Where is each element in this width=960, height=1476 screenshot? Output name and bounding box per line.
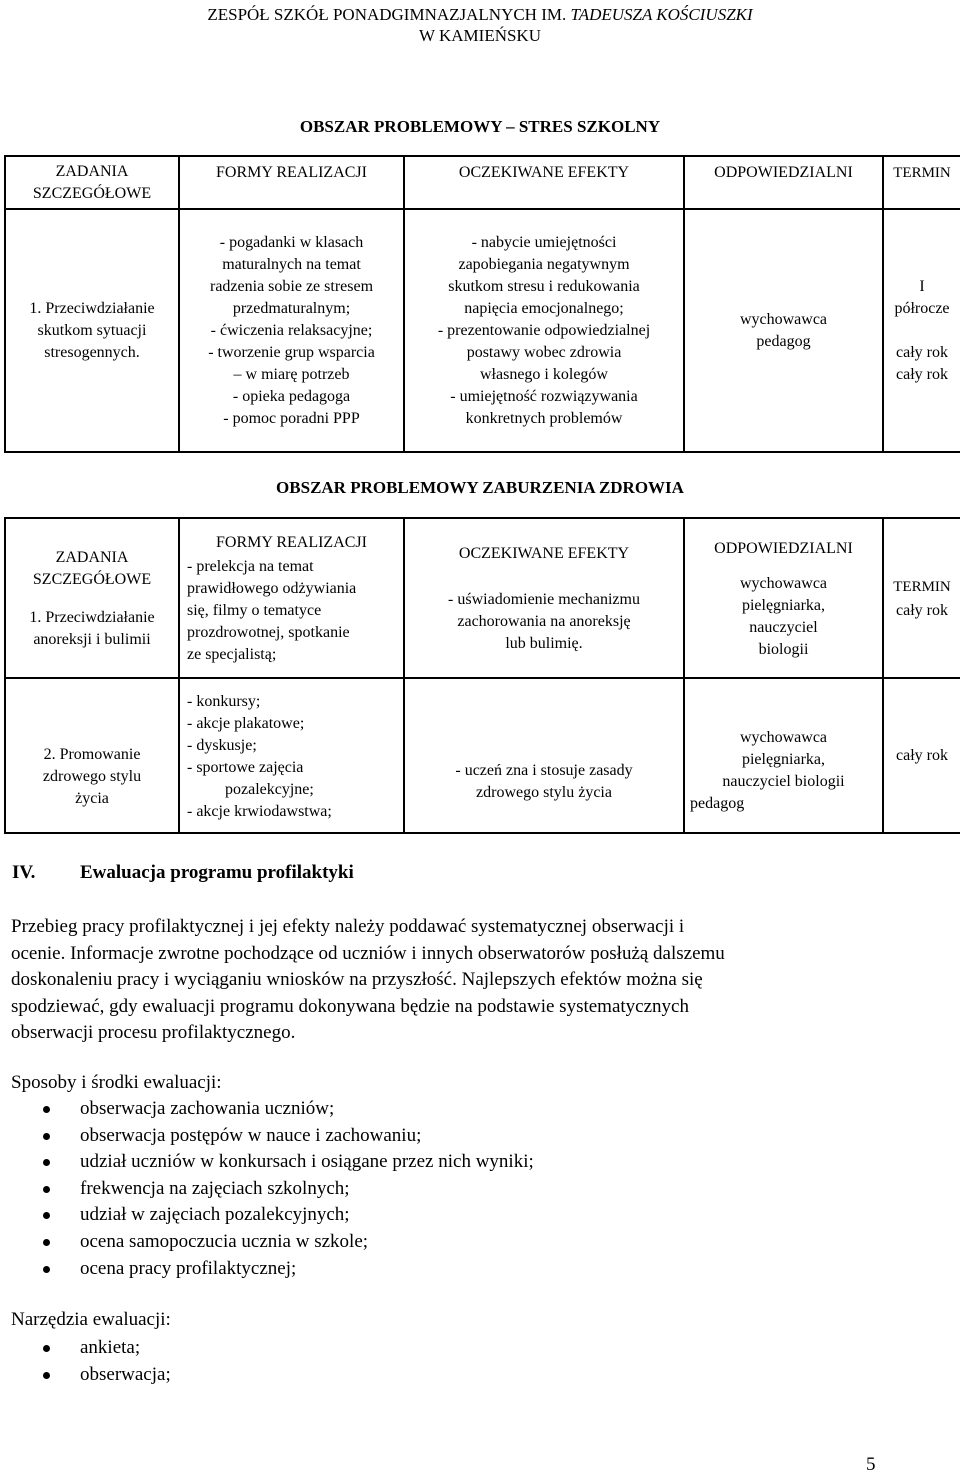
cell-odpowiedzialni-2: wychowawca pielęgniarka, nauczyciel biologii pedagog	[684, 678, 883, 833]
health-table-row-1	[5, 518, 960, 678]
list-item: obserwacja postępów w nauce i zachowaniu;	[0, 1123, 534, 1150]
section-title: Ewaluacja programu profilaktyki	[80, 862, 354, 883]
cell-zadanie: 1. Przeciwdziałanie skutkom sytuacji stresogennych.	[5, 209, 179, 452]
header-line-2: W KAMIEŃSKU	[419, 26, 541, 45]
cell-formy-1: FORMY REALIZACJI - prelekcja na temat prawidłowego odżywiania się, filmy o tematyce prozdrowotnej, spotkanie ze specjalistą;	[179, 518, 404, 678]
header-efekty-2: OCZEKIWANE EFEKTY	[458, 545, 630, 562]
header-odpowiedzialni: ODPOWIEDZIALNI	[684, 156, 883, 209]
cell-termin: I półrocze cały rok cały rok	[883, 209, 960, 452]
header-formy: FORMY REALIZACJI	[179, 156, 404, 209]
header-termin: TERMIN	[883, 156, 960, 209]
cell-odpowiedzialni: wychowawca pedagog	[684, 209, 883, 452]
stress-table	[4, 155, 960, 453]
evaluation-paragraph: Przebieg pracy profilaktycznej i jej efekty należy poddawać systematycznej obserwacji i ocenie. Informacje zwrotne pochodzące od uczniów i innych obserwatorów posłużą dalszemu doskonaleniu pracy i wyciąganiu wniosków na przyszłość. Najlepszych efektów można się spodziewać, gdy ewaluacji programu dokonywana będzie na podstawie systematycznych obserwacji procesu profilaktycznego.	[11, 916, 725, 1043]
table1-title: OBSZAR PROBLEMOWY – STRES SZKOLNY	[299, 117, 661, 136]
list-item: ankieta;	[0, 1335, 171, 1362]
cell-odpowiedzialni-1: ODPOWIEDZIALNI wychowawca pielęgniarka, nauczyciel biologii	[684, 518, 883, 678]
list-item: frekwencja na zajęciach szkolnych;	[0, 1176, 534, 1203]
tools-label: Narzędzia ewaluacji:	[11, 1309, 171, 1330]
methods-list	[0, 1096, 534, 1282]
list-item: ocena samopoczucia ucznia w szkole;	[0, 1229, 534, 1256]
header-formy-2: FORMY REALIZACJI	[216, 534, 367, 551]
header-efekty: OCZEKIWANE EFEKTY	[404, 156, 684, 209]
health-table	[4, 517, 960, 834]
cell-zadanie-1: ZADANIA SZCZEGÓŁOWE 1. Przeciwdziałanie anoreksji i bulimii	[5, 518, 179, 678]
header-zadania: ZADANIA SZCZEGÓŁOWE	[5, 156, 179, 209]
list-item: obserwacja;	[0, 1362, 171, 1389]
stress-table-row	[5, 209, 960, 452]
header-termin-2: TERMIN	[893, 579, 951, 595]
list-item: udział w zajęciach pozalekcyjnych;	[0, 1202, 534, 1229]
list-item: ocena pracy profilaktycznej;	[0, 1256, 534, 1283]
cell-efekty: - nabycie umiejętności zapobiegania negatywnym skutkom stresu i redukowania napięcia emocjonalnego; - prezentowanie odpowiedzialnej postawy wobec zdrowia własnego i kolegów - umiejętność rozwiązywania konkretnych problemów	[404, 209, 684, 452]
header-odpowiedzialni-2: ODPOWIEDZIALNI	[714, 539, 853, 557]
document-header	[0, 4, 960, 46]
cell-termin-1: TERMIN cały rok	[883, 518, 960, 678]
list-item: obserwacja zachowania uczniów;	[0, 1096, 534, 1123]
page-number: 5	[866, 1454, 876, 1475]
methods-label: Sposoby i środki ewaluacji:	[11, 1072, 222, 1093]
stress-table-header-row	[5, 156, 960, 209]
cell-termin-2: cały rok	[883, 678, 960, 833]
cell-efekty-1: OCZEKIWANE EFEKTY - uświadomienie mechanizmu zachorowania na anoreksję lub bulimię.	[404, 518, 684, 678]
list-item: udział uczniów w konkursach i osiągane przez nich wyniki;	[0, 1149, 534, 1176]
evaluation-heading	[12, 862, 354, 884]
health-table-row-2	[5, 678, 960, 833]
cell-zadanie-2: 2. Promowanie zdrowego stylu życia	[5, 678, 179, 833]
cell-formy-2: - konkursy; - akcje plakatowe; - dyskusje; - sportowe zajęcia pozalekcyjne; - akcje krwiodawstwa;	[179, 678, 404, 833]
header-line-1: ZESPÓŁ SZKÓŁ PONADGIMNAZJALNYCH IM. TADEUSZA KOŚCIUSZKI	[207, 5, 753, 24]
section-number: IV.	[12, 862, 36, 883]
cell-formy: - pogadanki w klasach maturalnych na temat radzenia sobie ze stresem przedmaturalnym; - ćwiczenia relaksacyjne; - tworzenie grup wsparcia – w miarę potrzeb - opieka pedagoga - pomoc poradni PPP	[179, 209, 404, 452]
tools-list	[0, 1335, 171, 1388]
cell-efekty-2: - uczeń zna i stosuje zasady zdrowego stylu życia	[404, 678, 684, 833]
table2-title: OBSZAR PROBLEMOWY ZABURZENIA ZDROWIA	[276, 478, 684, 497]
